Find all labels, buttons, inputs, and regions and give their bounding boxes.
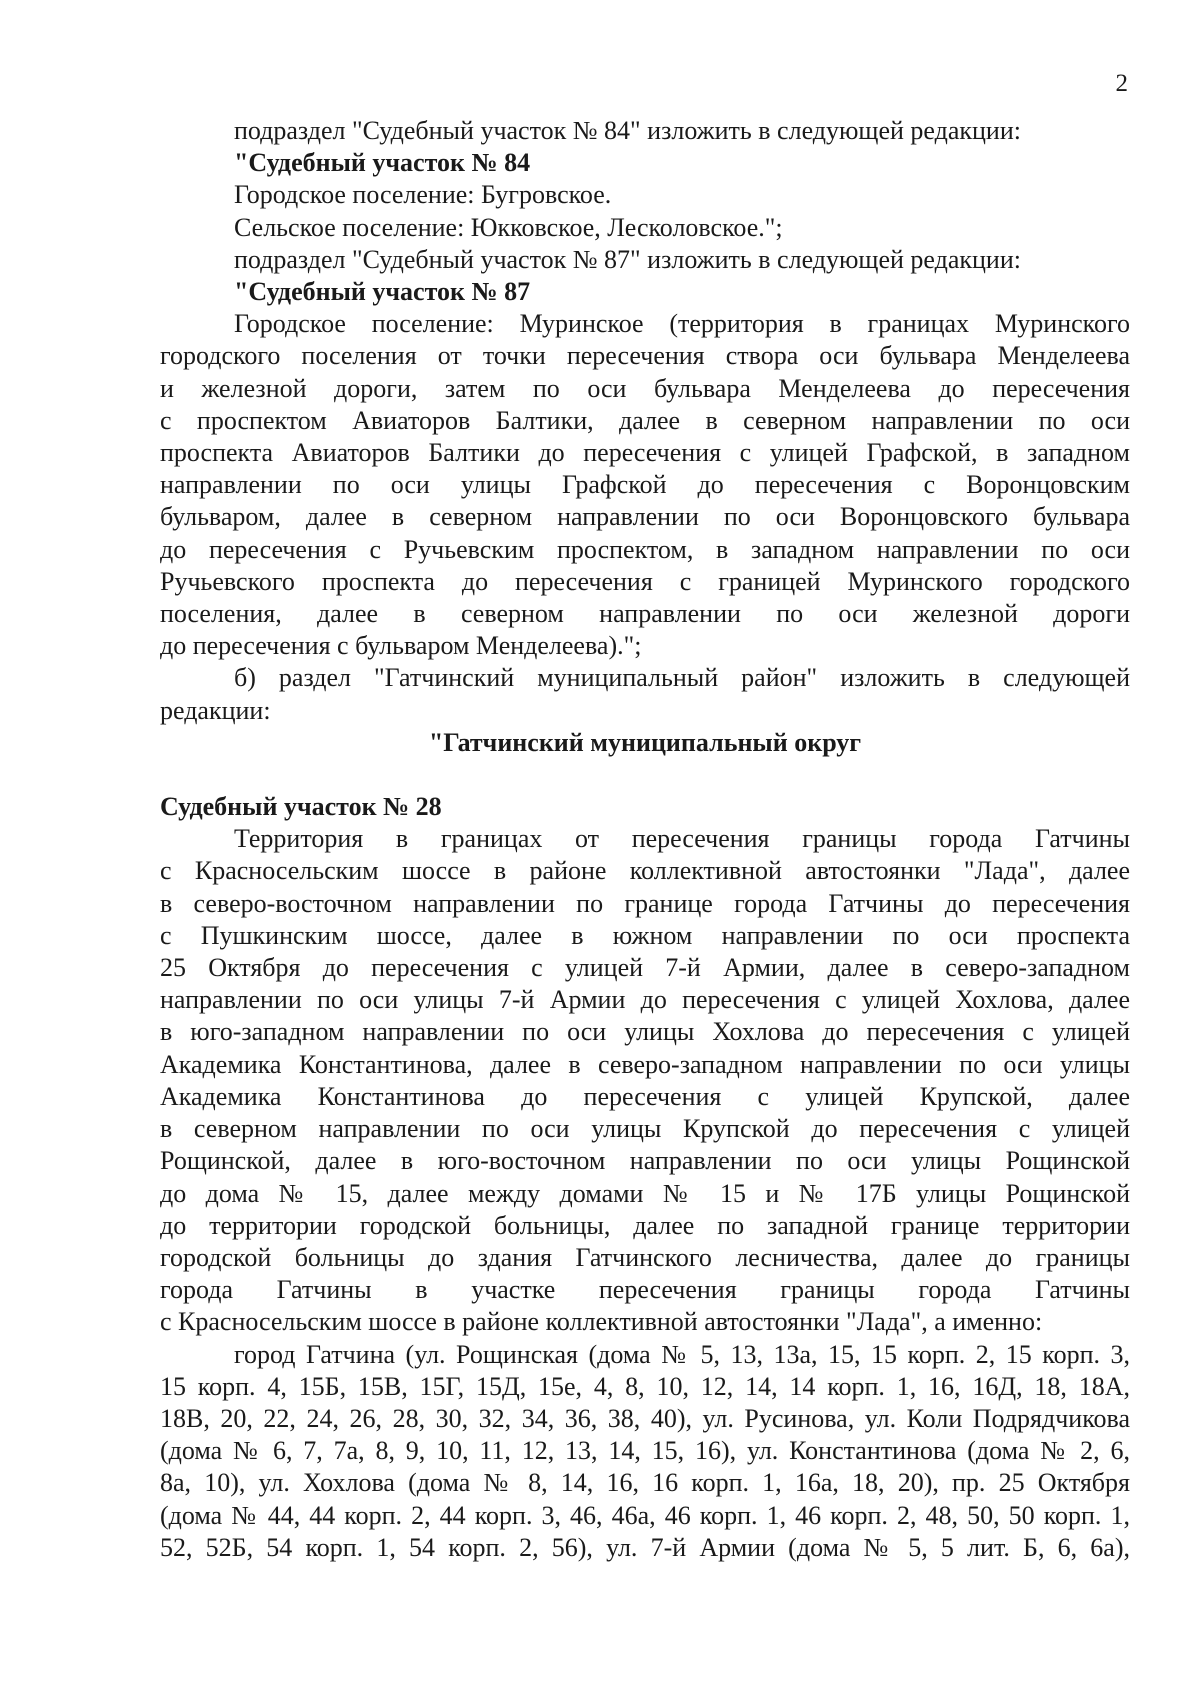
section-28-line: 25 Октября до пересечения с улицей 7-й Армии, далее в северо-западном [160, 953, 1130, 983]
section-87-line: направлении по оси улицы Графской до пересечения с Воронцовским [160, 470, 1130, 500]
address-line: (дома № 44, 44 корп. 2, 44 корп. 3, 46, 46а, 46 корп. 1, 46 корп. 2, 48, 50, 50 корп. 1, [160, 1500, 1130, 1530]
section-87-line: Городское поселение: Муринское (территория в границах Муринского [234, 309, 1130, 339]
section-28-line: с Красносельским шоссе в районе коллективной автостоянки "Лада", а именно: [160, 1307, 1043, 1337]
address-line: 18В, 20, 22, 24, 26, 28, 30, 32, 34, 36, 38, 40), ул. Русинова, ул. Коли Подрядчикова [160, 1403, 1130, 1433]
section-87-line: бульваром, далее в северном направлении по оси Воронцовского бульвара [160, 502, 1130, 532]
section-28-line: до территории городской больницы, далее по западной границе территории [160, 1210, 1130, 1240]
section-87-line: Ручьевского проспекта до пересечения с границей Муринского городского [160, 566, 1130, 596]
section-28-line: в северо-восточном направлении по границе города Гатчины до пересечения [160, 888, 1130, 918]
address-line: (дома № 6, 7, 7а, 8, 9, 10, 11, 12, 13, 14, 15, 16), ул. Константинова (дома № 2, 6, [160, 1436, 1130, 1466]
page-number: 2 [1115, 70, 1128, 97]
section-28-heading: Судебный участок № 28 [160, 792, 442, 822]
section-28-line: Академика Константинова, далее в северо-западном направлении по оси улицы [160, 1049, 1130, 1079]
section-28-line: направлении по оси улицы 7-й Армии до пересечения с улицей Хохлова, далее [160, 985, 1130, 1015]
section-87-line: городского поселения от точки пересечения створа оси бульвара Менделеева [160, 341, 1130, 371]
section-28-line: в северном направлении по оси улицы Крупской до пересечения с улицей [160, 1114, 1130, 1144]
section-28-line: до дома № 15, далее между домами № 15 и № 17Б улицы Рощинской [160, 1178, 1130, 1208]
section-28-line: с Пушкинским шоссе, далее в южном направлении по оси проспекта [160, 920, 1130, 950]
section-87-line: и железной дороги, затем по оси бульвара Менделеева до пересечения [160, 373, 1130, 403]
section-28-line: города Гатчины в участке пересечения границы города Гатчины [160, 1275, 1130, 1305]
section-28-line: в юго-западном направлении по оси улицы Хохлова до пересечения с улицей [160, 1017, 1130, 1047]
section-84-line: Городское поселение: Бугровское. [234, 180, 612, 210]
section-87-line: с проспектом Авиаторов Балтики, далее в северном направлении по оси [160, 405, 1130, 435]
section-84-intro: подраздел "Судебный участок № 84" изложить в следующей редакции: [234, 116, 1021, 145]
district-heading: "Гатчинский муниципальный округ [428, 727, 862, 757]
document-body [160, 115, 1130, 1564]
section-87-line: проспекта Авиаторов Балтики до пересечения с улицей Графской, в западном [160, 438, 1130, 468]
section-87-heading: "Судебный участок № 87 [234, 277, 531, 307]
spacer [160, 759, 1130, 791]
section-28-line: городской больницы до здания Гатчинского лесничества, далее до границы [160, 1242, 1130, 1272]
section-28-line: Академика Константинова до пересечения с улицей Крупской, далее [160, 1081, 1130, 1111]
section-84-heading: "Судебный участок № 84 [234, 148, 531, 178]
section-87-line: поселения, далее в северном направлении по оси железной дороги [160, 599, 1130, 629]
section-28-line: Рощинской, далее в юго-восточном направлении по оси улицы Рощинской [160, 1146, 1130, 1176]
address-line: 15 корп. 4, 15Б, 15В, 15Г, 15Д, 15е, 4, 8, 10, 12, 14, 14 корп. 1, 16, 16Д, 18, 18А, [160, 1371, 1130, 1401]
address-line: город Гатчина (ул. Рощинская (дома № 5, 13, 13а, 15, 15 корп. 2, 15 корп. 3, [234, 1339, 1130, 1369]
address-line: 8а, 10), ул. Хохлова (дома № 8, 14, 16, 16 корп. 1, 16а, 18, 20), пр. 25 Октября [160, 1468, 1130, 1498]
section-b-line: редакции: [160, 695, 271, 725]
section-87-line: до пересечения с бульваром Менделеева)."; [160, 631, 642, 661]
section-b-line: б) раздел "Гатчинский муниципальный район" изложить в следующей [234, 663, 1130, 693]
section-87-line: до пересечения с Ручьевским проспектом, в западном направлении по оси [160, 534, 1130, 564]
section-84-line: Сельское поселение: Юкковское, Лесколовское."; [234, 212, 783, 242]
section-28-line: с Красносельским шоссе в районе коллективной автостоянки "Лада", далее [160, 856, 1130, 886]
section-28-line: Территория в границах от пересечения границы города Гатчины [234, 824, 1130, 854]
section-87-intro: подраздел "Судебный участок № 87" изложить в следующей редакции: [234, 244, 1021, 274]
address-line: 52, 52Б, 54 корп. 1, 54 корп. 2, 56), ул. 7-й Армии (дома № 5, 5 лит. Б, 6, 6а), [160, 1532, 1130, 1562]
